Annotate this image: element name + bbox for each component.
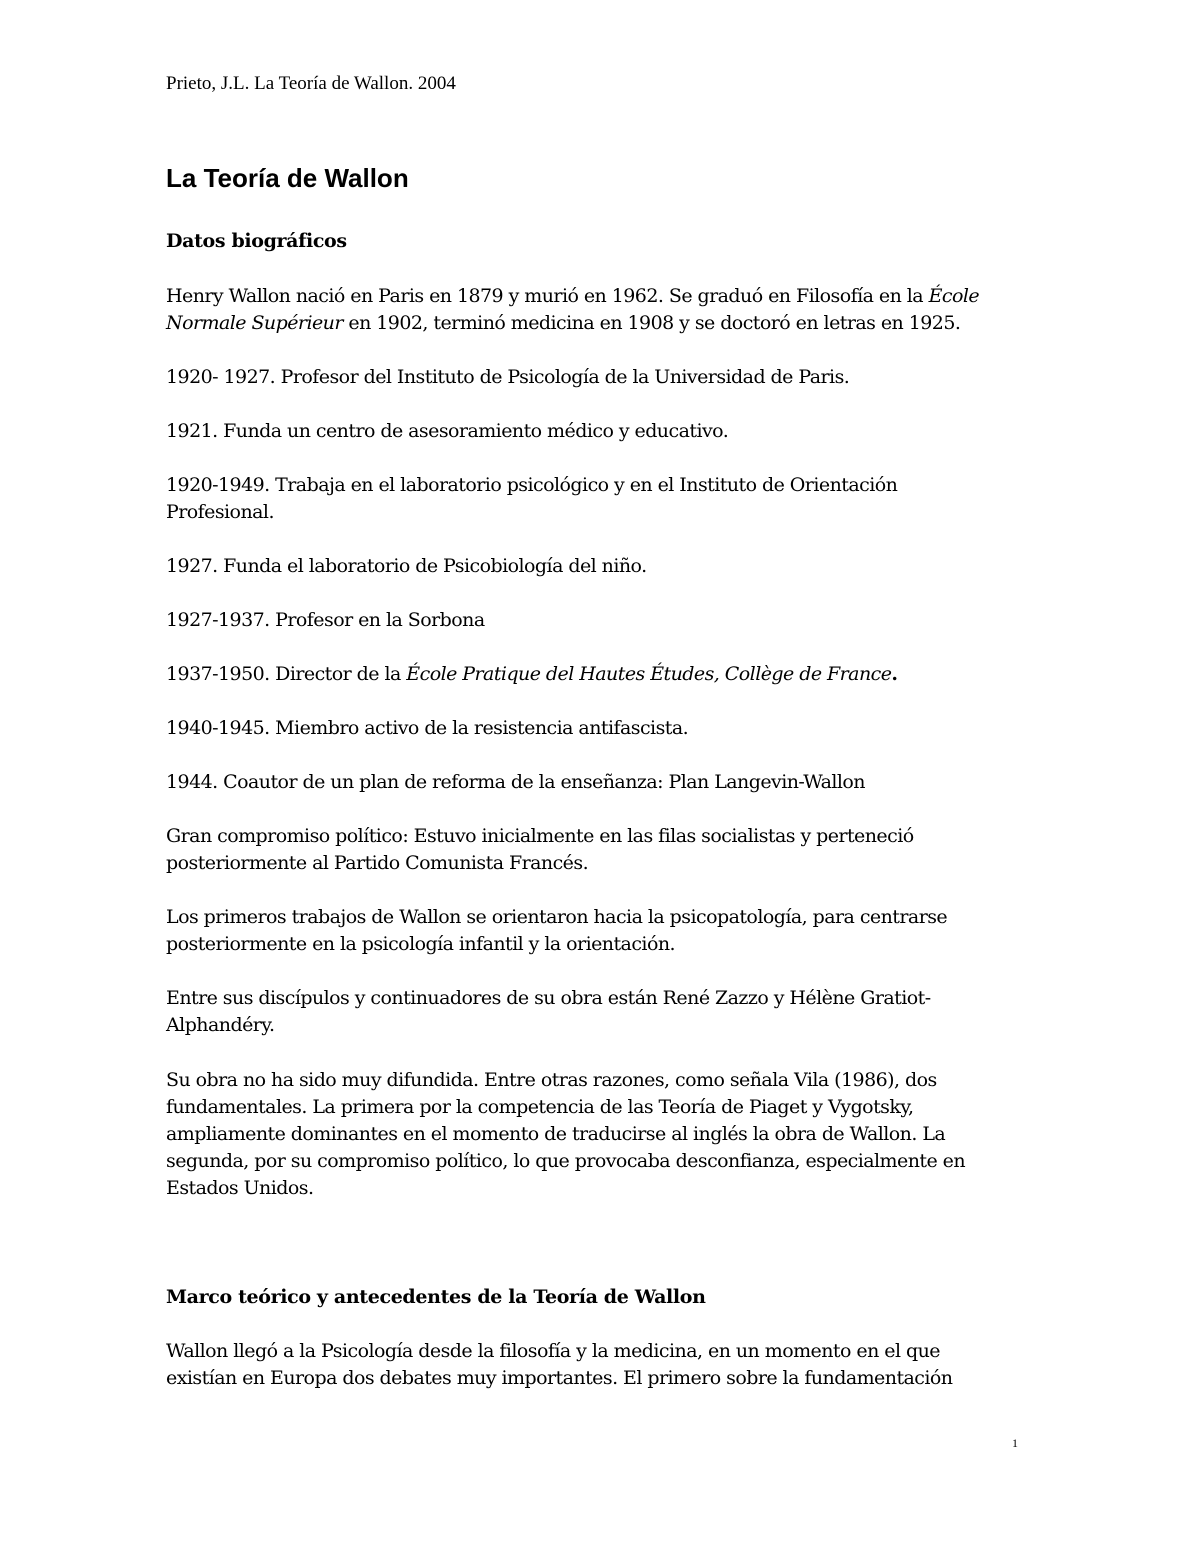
paragraph-timeline-1937-1950	[166, 661, 1046, 688]
paragraph-timeline-1920-1949: 1920-1949. Trabaja en el laboratorio psicológico y en el Instituto de Orientación Profesional.	[166, 474, 898, 523]
paragraph-theoretical-framework: Wallon llegó a la Psicología desde la filosofía y la medicina, en un momento en el que existían en Europa dos debates muy importantes. El primero sobre la fundamentación	[166, 1340, 953, 1389]
paragraph-timeline-1920-1927: 1920- 1927. Profesor del Instituto de Psicología de la Universidad de Paris.	[166, 366, 850, 388]
document-title: La Teoría de Wallon	[166, 163, 409, 193]
paragraph-birth-and-education	[166, 283, 1046, 337]
paragraph-disciples: Entre sus discípulos y continuadores de su obra están René Zazzo y Hélène Gratiot- Alphandéry.	[166, 987, 931, 1036]
paragraph-line: Normale Supérieur en 1902, terminó medicina en 1908 y se doctoró en letras en 1925.	[166, 312, 961, 334]
page-number: 1	[1012, 1436, 1018, 1450]
paragraph-line: Henry Wallon nació en Paris en 1879 y murió en 1962. Se graduó en Filosofía en la École	[166, 285, 980, 307]
paragraph-timeline-1940-1945: 1940-1945. Miembro activo de la resistencia antifascista.	[166, 717, 689, 739]
section-heading-theoretical-framework: Marco teórico y antecedentes de la Teoría de Wallon	[166, 1286, 706, 1308]
paragraph-diffusion: Su obra no ha sido muy difundida. Entre otras razones, como señala Vila (1986), dos fundamentales. La primera por la competencia de las Teoría de Piaget y Vygotsky, ampliamente dominantes en el momento de traducirse al inglés la obra de Wallon. La segunda, por su compromiso político, lo que provocaba desconfianza, especialmente en Estados Unidos.	[166, 1069, 966, 1199]
paragraph-early-works: Los primeros trabajos de Wallon se orientaron hacia la psicopatología, para centrarse posteriormente en la psicología infantil y la orientación.	[166, 906, 948, 955]
paragraph-political-commitment: Gran compromiso político: Estuvo inicialmente en las filas socialistas y perteneció posteriormente al Partido Comunista Francés.	[166, 825, 914, 874]
paragraph-timeline-1944: 1944. Coautor de un plan de reforma de la enseñanza: Plan Langevin-Wallon	[166, 771, 865, 793]
running-header: Prieto, J.L. La Teoría de Wallon. 2004	[166, 73, 456, 94]
paragraph-timeline-1927-1937: 1927-1937. Profesor en la Sorbona	[166, 609, 485, 631]
paragraph-timeline-1927: 1927. Funda el laboratorio de Psicobiología del niño.	[166, 555, 647, 577]
paragraph-timeline-1921: 1921. Funda un centro de asesoramiento médico y educativo.	[166, 420, 729, 442]
paragraph-line: 1937-1950. Director de la École Pratique del Hautes Études, Collège de France.	[166, 663, 898, 685]
section-heading-biographical-data: Datos biográficos	[166, 230, 347, 252]
